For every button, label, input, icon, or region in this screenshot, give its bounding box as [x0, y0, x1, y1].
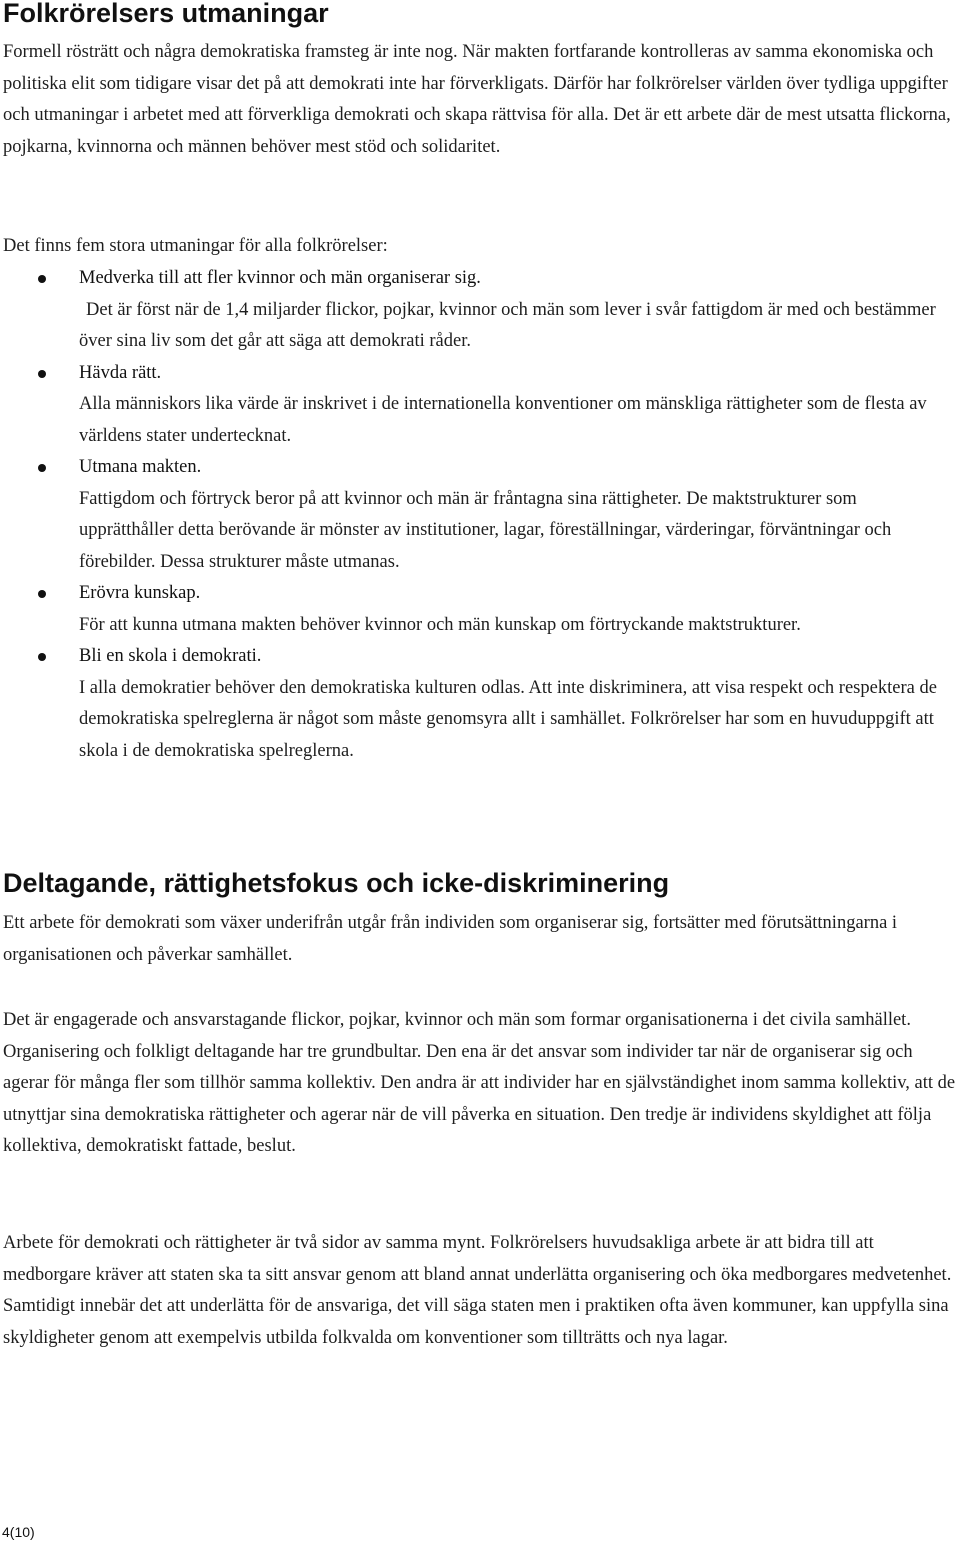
challenge-body: Fattigdom och förtryck beror på att kvinnor och män är fråntagna sina rättigheter. De maktstrukturer som upprätthåller detta berövande är mönster av institutioner, lagar, föreställningar, värderingar, förväntningar och förebilder. Dessa strukturer måste utmanas.	[79, 488, 892, 572]
bullet-icon	[38, 590, 46, 598]
challenge-body: I alla demokratier behöver den demokratiska kulturen odlas. Att inte diskriminera, att visa respekt och respektera de demokratiska spelreglerna är något som måste genomsyra allt i samhället. Folkrörelser har som en huvuduppgift att skola i de demokratiska spelreglerna.	[79, 677, 937, 761]
section-heading-challenges: Folkrörelsers utmaningar	[3, 0, 329, 28]
section-paragraph: Det är engagerade och ansvarstagande flickor, pojkar, kvinnor och män som formar organisationerna i det civila samhället. Organisering och folkligt deltagande har tre grundbultar. Den ena är det ansvar som individer tar när de organiserar sig och agerar för många fler som tillhör samma kollektiv. Den andra är att individer har en självständighet inom samma kollektiv, att de utnyttjar sina demokratiska rättigheter och agerar när de vill påverka en situation. Den tredje är individens skyldighet att följa kollektiva, demokratiskt fattade, beslut.	[3, 1010, 956, 1156]
challenges-list	[0, 263, 960, 767]
list-item	[0, 452, 949, 578]
challenges-lead-text: Det finns fem stora utmaningar för alla folkrörelser:	[3, 236, 388, 256]
challenge-body: Alla människors lika värde är inskrivet i de internationella konventioner om mänskliga rättigheter som de flesta av världens stater undertecknat.	[79, 394, 927, 446]
list-item	[0, 358, 949, 453]
challenge-title: Hävda rätt.	[79, 362, 162, 383]
bullet-icon	[38, 370, 46, 378]
list-item	[0, 578, 949, 641]
bullet-icon	[38, 464, 46, 472]
challenge-title: Medverka till att fler kvinnor och män organiserar sig.	[79, 268, 481, 288]
list-item	[0, 263, 949, 358]
challenge-title: Utmana makten.	[79, 457, 202, 477]
list-item	[0, 641, 949, 767]
challenge-body: Det är först när de 1,4 miljarder flickor, pojkar, kvinnor och män som lever i svår fattigdom är med och bestämmer över sina liv som det går att säga att demokrati råder.	[79, 299, 936, 351]
section-paragraph: Ett arbete för demokrati som växer underifrån utgår från individen som organiserar sig, fortsätter med förutsättningarna i organisationen och påverkar samhället.	[3, 913, 898, 965]
page-number: 4(10)	[2, 1524, 35, 1540]
bullet-icon	[38, 653, 46, 661]
section-heading-participation: Deltagande, rättighetsfokus och icke-diskriminering	[3, 868, 670, 898]
bullet-icon	[38, 275, 46, 283]
challenge-title: Bli en skola i demokrati.	[79, 646, 262, 666]
intro-paragraph: Formell rösträtt och några demokratiska framsteg är inte nog. När makten fortfarande kontrolleras av samma ekonomiska och politiska elit som tidigare visar det på att demokrati inte har förverkligats. Därför har folkrörelser världen över tydliga uppgifter och utmaningar i arbetet med att förverkliga demokrati och skapa rättvisa för alla. Det är ett arbete där de mest utsatta flickorna, pojkarna, kvinnorna och männen behöver mest stöd och solidaritet.	[3, 42, 951, 157]
challenge-body: För att kunna utmana makten behöver kvinnor och män kunskap om förtryckande maktstrukturer.	[79, 614, 801, 635]
section-paragraph: Arbete för demokrati och rättigheter är två sidor av samma mynt. Folkrörelsers huvudsakliga arbete är att bidra till att medborgare kräver att staten ska ta sitt ansvar genom att bland annat underlätta organisering och öka medborgares medvetenhet. Samtidigt innebär det att underlätta för de ansvariga, det vill säga staten men i praktiken ofta även kommuner, kan uppfylla sina skyldigheter genom att exempelvis utbilda folkvalda om konventioner som tillträtts och nya lagar.	[3, 1233, 952, 1348]
challenge-title: Erövra kunskap.	[79, 583, 201, 603]
